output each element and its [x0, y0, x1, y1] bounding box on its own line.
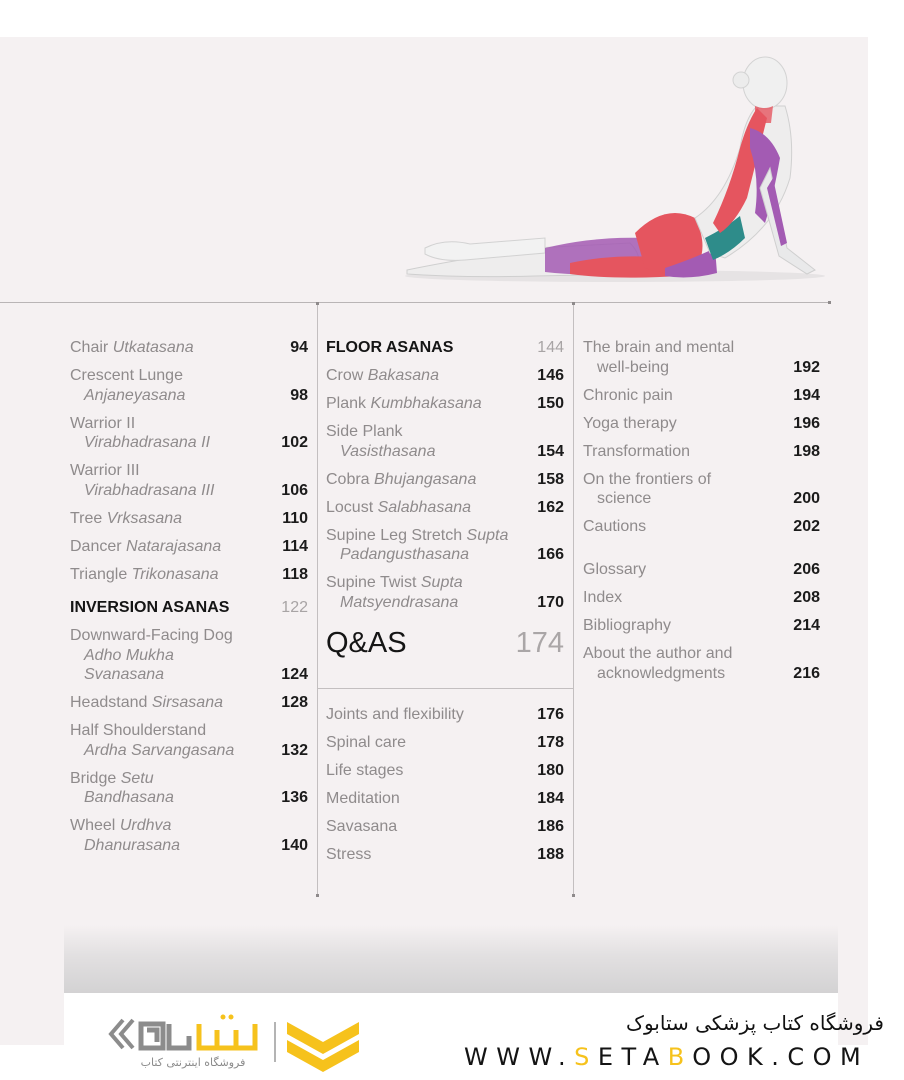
page-number: 216 — [793, 664, 820, 682]
toc-entry[interactable]: Spinal care 178 — [326, 734, 564, 751]
page-number: 202 — [793, 518, 820, 535]
toc-entry[interactable]: Cobra Bhujangasana 158 — [326, 470, 564, 488]
qas-divider — [318, 688, 573, 689]
toc-entry[interactable]: Meditation 184 — [326, 790, 564, 807]
toc-entry[interactable]: Bibliography 214 — [583, 617, 820, 634]
toc-entry[interactable]: Supine Twist Supta Matsyendrasana 170 — [326, 574, 564, 611]
page-number: 144 — [537, 339, 564, 356]
page-number: 206 — [793, 561, 820, 578]
toc-entry[interactable]: Tree Vrksasana 110 — [70, 509, 308, 527]
page-number: 188 — [537, 846, 564, 863]
page-number: 102 — [281, 434, 308, 451]
page-number: 192 — [793, 358, 820, 376]
logo-tagline: فروشگاه اینترنتی کتاب — [140, 1056, 246, 1069]
toc-entry[interactable]: Stress 188 — [326, 846, 564, 863]
toc-entry[interactable]: Warrior II Virabhadrasana II 102 — [70, 414, 308, 451]
page-number: 162 — [537, 498, 564, 516]
toc-entry[interactable]: Yoga therapy 196 — [583, 414, 820, 432]
page-number: 136 — [281, 789, 308, 806]
toc-entry[interactable]: On the frontiers of science 200 — [583, 470, 820, 507]
page-number: 196 — [793, 414, 820, 432]
column-divider-2 — [573, 302, 574, 897]
toc-entry[interactable]: Joints and flexibility 176 — [326, 706, 564, 723]
toc-entry[interactable]: Downward-Facing Dog Adho Mukha Svanasana 124 — [70, 627, 308, 683]
toc-entry[interactable]: Plank Kumbhakasana 150 — [326, 395, 564, 412]
cobra-pose-illustration — [395, 48, 845, 288]
page-number: 180 — [537, 762, 564, 779]
toc-entry[interactable]: Savasana 186 — [326, 818, 564, 835]
section-heading-qas[interactable]: Q&AS 174 — [326, 627, 564, 659]
column-divider-1 — [317, 302, 318, 897]
toc-entry[interactable]: Crow Bakasana 146 — [326, 367, 564, 384]
banner-shadow — [64, 925, 838, 993]
page-number: 114 — [282, 537, 308, 555]
toc-column-2-qas — [326, 705, 564, 873]
toc-entry[interactable]: Life stages 180 — [326, 762, 564, 779]
page-number: 170 — [537, 593, 564, 611]
toc-entry[interactable]: Chair Utkatasana 94 — [70, 339, 308, 356]
toc-entry[interactable]: Index 208 — [583, 589, 820, 606]
toc-entry[interactable]: Half Shoulderstand Ardha Sarvangasana 132 — [70, 722, 308, 759]
page-number: 166 — [537, 546, 564, 563]
toc-entry[interactable]: Warrior III Virabhadrasana III 106 — [70, 462, 308, 499]
page-number: 146 — [537, 367, 564, 384]
toc-entry[interactable]: Headstand Sirsasana 128 — [70, 694, 308, 711]
page-number: 208 — [793, 589, 820, 606]
toc-column-3 — [583, 338, 820, 692]
page-number: 118 — [282, 565, 308, 583]
page-number: 110 — [282, 509, 308, 527]
chevron-emblem-icon — [287, 1022, 359, 1072]
spacer — [583, 545, 820, 560]
page-number: 184 — [537, 790, 564, 807]
toc-entry[interactable]: Triangle Trikonasana 118 — [70, 565, 308, 583]
page-number: 214 — [793, 617, 820, 634]
toc-entry[interactable]: Bridge Setu Bandhasana 136 — [70, 769, 308, 806]
page-number: 150 — [537, 395, 564, 412]
store-name: فروشگاه کتاب پزشکی ستابوک — [626, 1011, 884, 1035]
store-url[interactable]: WWW.SETABOOK.COM — [464, 1043, 870, 1071]
section-heading-inversion-asanas[interactable]: INVERSION ASANAS 122 — [70, 599, 308, 616]
toc-entry[interactable]: Chronic pain 194 — [583, 386, 820, 404]
toc-entry[interactable]: Cautions 202 — [583, 518, 820, 535]
page-number: 200 — [793, 490, 820, 507]
page-number: 154 — [537, 442, 564, 460]
toc-entry[interactable]: Side Plank Vasisthasana 154 — [326, 423, 564, 460]
top-divider — [0, 302, 830, 303]
toc-entry[interactable]: About the author and acknowledgments 216 — [583, 645, 820, 682]
toc-entry[interactable]: Supine Leg Stretch Supta Padangusthasana 166 — [326, 526, 564, 563]
toc-entry[interactable]: Dancer Natarajasana 114 — [70, 537, 308, 555]
page-number: 140 — [281, 836, 308, 854]
toc-entry[interactable]: Crescent Lunge Anjaneyasana 98 — [70, 367, 308, 404]
toc-entry[interactable]: Locust Salabhasana 162 — [326, 498, 564, 516]
page-number: 128 — [281, 694, 308, 711]
toc-entry[interactable]: Wheel Urdhva Dhanurasana 140 — [70, 817, 308, 854]
page-number: 174 — [515, 627, 564, 659]
page-number: 194 — [793, 386, 820, 404]
page-number: 176 — [537, 706, 564, 723]
double-chevron-icon — [111, 1020, 133, 1048]
page-number: 124 — [281, 666, 308, 683]
page-number: 158 — [537, 470, 564, 488]
page-number: 122 — [281, 599, 308, 616]
page-number: 198 — [793, 442, 820, 460]
toc-entry[interactable]: Transformation 198 — [583, 442, 820, 460]
toc-column-1 — [70, 338, 308, 864]
page-number: 106 — [281, 481, 308, 499]
page-number: 94 — [290, 339, 308, 356]
toc-column-2 — [326, 338, 564, 660]
section-heading-floor-asanas[interactable]: FLOOR ASANAS 144 — [326, 339, 564, 356]
page-number: 98 — [290, 386, 308, 404]
toc-entry[interactable]: Glossary 206 — [583, 561, 820, 578]
toc-entry[interactable]: The brain and mental well-being 192 — [583, 339, 820, 376]
page-number: 132 — [281, 741, 308, 759]
page-number: 178 — [537, 734, 564, 751]
page-number: 186 — [537, 818, 564, 835]
